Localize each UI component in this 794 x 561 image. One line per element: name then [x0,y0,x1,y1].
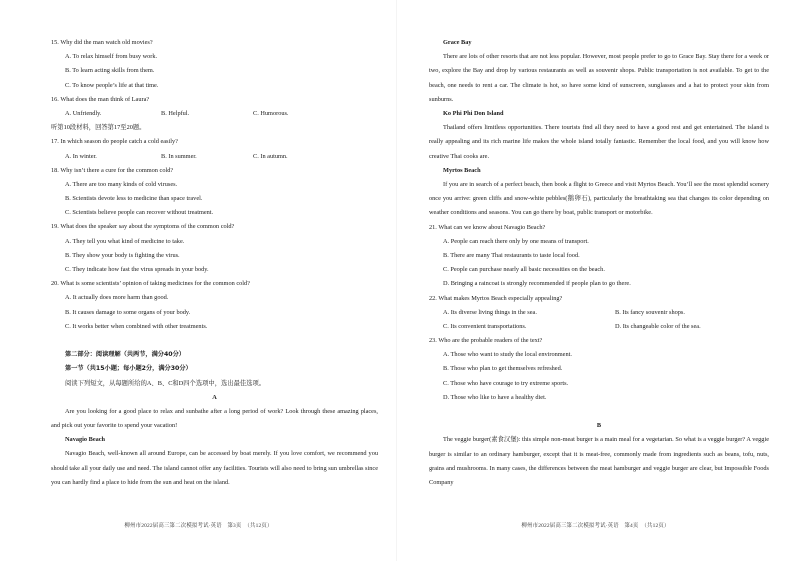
q20-option-a: A. It actually does more harm than good. [65,294,169,302]
q23-option-c: C. Those who have courage to try extreme sports. [443,379,569,387]
q22-option-a: A. Its diverse living things in the sea. [443,308,537,316]
q17-option-b: B. In summer. [161,152,197,160]
q21-option-b: B. There are many Thai restaurants to taste local food. [443,251,580,259]
passage-a-intro: Are you looking for a good place to relax and sunbathe after a long period of work? Look through these amazing places, and pick out your favorite to spend your vacation! [51,407,378,430]
q17-option-c: C. In autumn. [253,152,288,160]
q16-options [51,107,378,121]
question-17: 17. In which season do people catch a cold easily? [51,138,178,146]
myrtos-paragraph: If you are in search of a perfect beach, then book a flight to Greece and visit Myrtos Beach. You’ll see the most splendid scenery once you arrive: green cliffs and snow-white pebbles(鹅卵石), particularly the breathtaking sea that changes its color depending on weather conditions and seasons. You can go there by boat, public transport or motorbike. [429,180,769,217]
q18-option-b: B. Scientists devote less to medicine than space travel. [65,195,203,203]
q22-option-d: D. Its changeable color of the sea. [615,322,701,330]
grace-bay-heading: Grace Bay [443,39,472,46]
question-22: 22. What makes Myrtos Beach especially appealing? [429,294,563,302]
q18-option-a: A. There are too many kinds of cold viruses. [65,180,178,188]
q15-option-a: A. To relax himself from busy work. [65,53,158,61]
q21-option-d: D. Bringing a raincoat is strongly recommended if people plan to go there. [443,280,631,288]
q23-option-d: D. Those who like to have a healthy diet. [443,393,547,401]
navagio-heading: Navagio Beach [65,436,106,444]
left-column [51,36,378,490]
navagio-paragraph: Navagio Beach, well-known all around Europe, can be accessed by boat merely. If you love comfort, we recommend you should take all your daily use and need. The island cannot offer any facilities. Tourists will also need to bring sun umbrellas since you can hardly find a place to hide from the sun and heat on the island. [51,450,378,486]
q20-option-c: C. It works better when combined with other treatments. [65,322,208,330]
section1-title: 第一节（共15小题；每小题2分，满分30分） [65,365,192,373]
q19-option-c: C. They indicate how fast the virus spreads in your body. [65,266,209,273]
q22-options-row1 [429,306,769,320]
q21-option-c: C. People can purchase nearly all basic necessities on the beach. [443,266,605,274]
passage-a-label: A [212,393,217,401]
q16-option-c: C. Humorous. [253,109,289,117]
q19-option-a: A. They tell you what kind of medicine to take. [65,237,185,245]
q22-option-b: B. Its fancy souvenir shops. [615,308,685,316]
q18-option-c: C. Scientists believe people can recover without treatment. [65,209,214,217]
question-15: 15. Why did the man watch old movies? [51,39,153,46]
passage-b-label: B [596,422,602,430]
q15-option-c: C. To know people’s life at that time. [65,81,159,89]
q22-option-c: C. Its convenient transportations. [443,322,527,330]
question-19: 19. What does the speaker say about the symptoms of the common cold? [51,223,235,231]
veggie-burger-paragraph: The veggie burger(素食汉堡): this simple non-meat burger is a main meal for a vegetarian. So what is a veggie burger? A veggie burger is similar to an ordinary hamburger, except that it is meat-free, commonly made from ingredients such as beans, tofu, nuts, grains and mushrooms. In many cases, the differences between the meat hamburger and veggie burger are clear, but Impossible Foods Company [429,436,769,487]
right-column [429,36,769,490]
question-18: 18. Why isn’t there a cure for the common cold? [51,166,174,174]
q21-option-a: A. People can reach there only by one means of transport. [443,237,589,245]
q23-option-b: B. Those who plan to get themselves refreshed. [443,365,563,373]
q22-options-row2 [429,320,769,334]
question-23: 23. Who are the probable readers of the text? [429,337,543,345]
listening-note: 听第10段材料，回答第17至20题。 [51,124,146,132]
q15-option-b: B. To learn acting skills from them. [65,67,155,75]
q16-option-b: B. Helpful. [161,109,190,117]
question-16: 16. What does the man think of Laura? [51,95,150,103]
page-footer-left: 柳州市2022届高三第二次模拟考试·英语 第3页 （共12页） [124,523,273,529]
q17-options [51,150,378,164]
ko-phi-phi-paragraph: Thailand offers limitless opportunities. There tourists find all they need to have a good rest and get entertained. The island is really appealing and its rich marine life makes the whole island totally fantastic. Remember the local food, and you will know how creative Thai cooks are. [429,124,769,160]
grace-bay-paragraph: There are lots of other resorts that are not less popular. However, most people prefer to go to Grace Bay. Stay there for a week or two, explore the Bay and drop by various restaurants as well as souvenir shops. Public transportation is not available. To get to the beach, one needs to rent a car. The climate is hot, so have some kind of sunscreen, sunglasses and a hat to protect your skin from sunburns. [429,53,769,103]
q16-option-a: A. Unfriendly. [65,109,102,117]
exam-page-4 [397,0,794,561]
part2-title: 第二部分：阅读理解（共两节，满分40分） [65,351,185,359]
q17-option-a: A. In winter. [65,152,97,160]
myrtos-heading: Myrtos Beach [443,166,481,174]
question-20: 20. What is some scientists’ opinion of taking medicines for the common cold? [51,280,250,288]
q20-option-b: B. It causes damage to some organs of your body. [65,308,191,316]
question-21: 21. What can we know about Navagio Beach? [429,223,546,231]
reading-instructions: 阅读下列短文，从每题所给的A、B、C和D四个选项中，选出最佳选项。 [65,379,266,387]
q19-option-b: B. They show your body is fighting the virus. [65,251,180,259]
ko-phi-phi-heading: Ko Phi Phi Don Island [443,110,504,117]
page-footer-right: 柳州市2022届高三第二次模拟考试·英语 第4页 （共12页） [521,523,670,529]
q23-option-a: A. Those who want to study the local environment. [443,351,572,359]
